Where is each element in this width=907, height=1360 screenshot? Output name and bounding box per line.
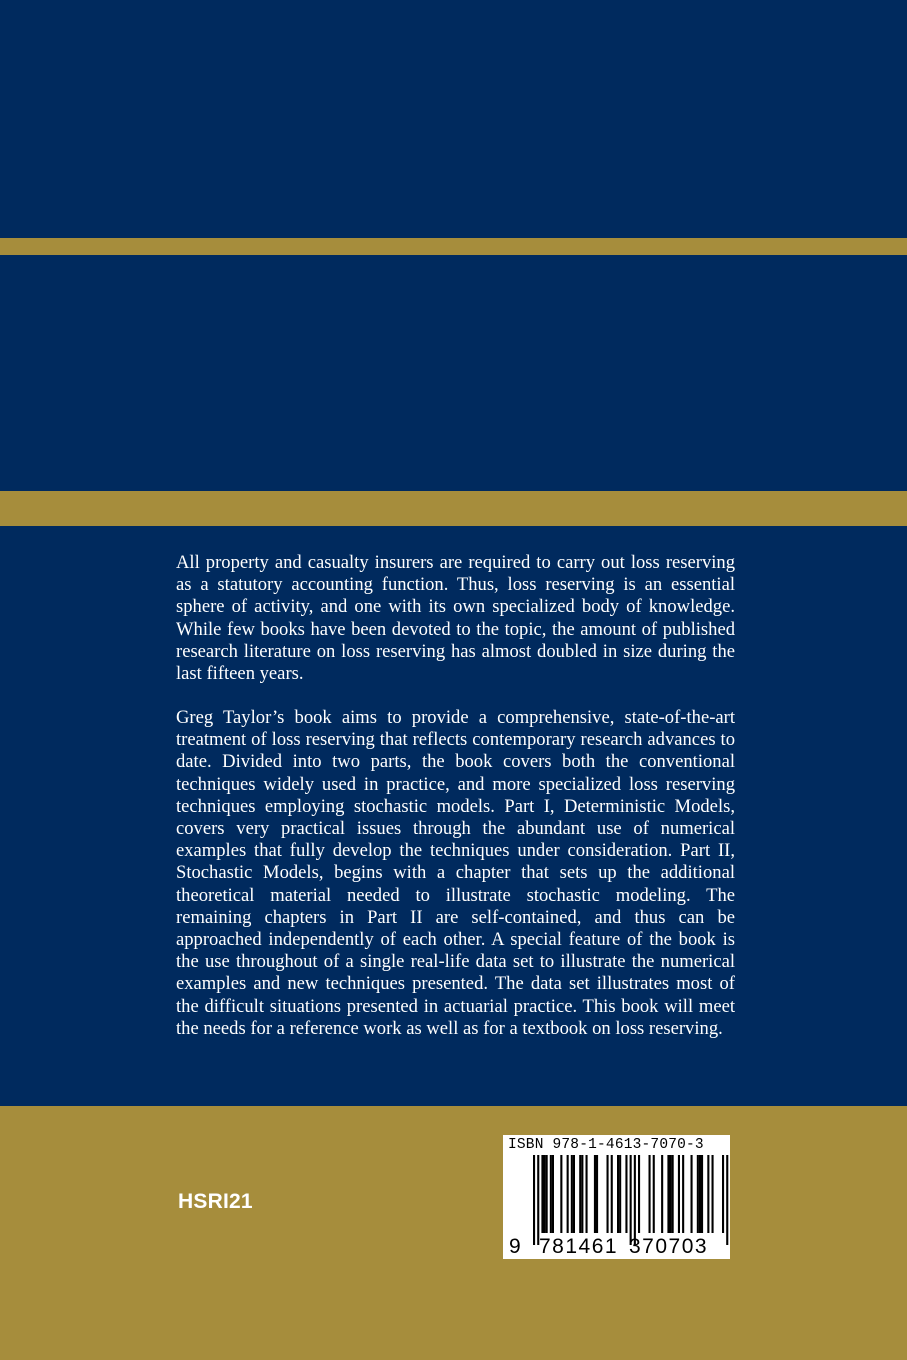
barcode-bar [726, 1155, 728, 1245]
isbn-label: ISBN 978-1-4613-7070-3 [508, 1137, 704, 1153]
barcode-bar [634, 1155, 636, 1245]
barcode-bar [533, 1155, 535, 1245]
gold-stripe-upper [0, 238, 907, 255]
barcode-bar [649, 1155, 651, 1233]
barcode-bar [594, 1155, 596, 1233]
barcode-right-digits: 370703 [629, 1235, 709, 1258]
description-paragraph-2: Greg Taylor’s book aims to provide a comprehensive, state-of-the-art treatment of loss reserving that reflects contemporary research advances to date. Divided into two parts, the book covers both the conventional techniques widely used in practice, and more specialized loss reserving techniques employing stochastic models. Part I, Deterministic Models, covers very practical issues through the abundant use of numerical examples that fully develop the techniques under consideration. Part II, Stochastic Models, begins with a chapter that sets up the additional theoretical material needed to illustrate stochastic modeling. The remaining chapters in Part II are self-contained, and thus can be approached independently of each other. A special feature of the book is the use throughout of a single real-life data set to illustrate the numerical examples and new techniques presented. The data set illustrates most of the difficult situations presented in actuarial practice. This book will meet the needs for a reference work as well as for a textbook on loss reserving. [176, 707, 735, 1039]
barcode-bar [581, 1155, 583, 1233]
barcode-bar [537, 1155, 539, 1245]
isbn-barcode [503, 1135, 730, 1259]
barcode-bar [550, 1155, 552, 1233]
barcode-bar [653, 1155, 655, 1233]
bottom-gold-panel [0, 1106, 907, 1360]
barcode-bar [586, 1155, 588, 1233]
barcode-bar [722, 1155, 724, 1233]
barcode-bar [596, 1155, 598, 1233]
barcode-bar [546, 1155, 548, 1233]
barcode-bar [707, 1155, 709, 1233]
barcode-bar [678, 1155, 680, 1233]
barcode-bar [638, 1155, 640, 1233]
barcode-bar [544, 1155, 546, 1233]
barcode-bar [617, 1155, 619, 1233]
top-navy-panel [0, 0, 907, 238]
barcode-bar [712, 1155, 714, 1233]
barcode-bar [573, 1155, 575, 1233]
barcode-bar [691, 1155, 693, 1233]
barcode-bar [697, 1155, 699, 1233]
barcode-bar [552, 1155, 554, 1233]
barcode-bar [579, 1155, 581, 1233]
barcode-first-digit: 9 [509, 1235, 521, 1258]
gold-stripe-lower [0, 491, 907, 526]
barcode-bar [661, 1155, 663, 1233]
barcode-bar [630, 1155, 632, 1245]
barcode-bar [699, 1155, 701, 1233]
barcode-bar [571, 1155, 573, 1233]
barcode-bar [607, 1155, 609, 1233]
series-code: HSRI21 [178, 1190, 253, 1213]
barcode-bar [611, 1155, 613, 1233]
barcode-bar [567, 1155, 569, 1233]
barcode-bar [625, 1155, 627, 1233]
barcode-bar [682, 1155, 684, 1233]
barcode-bar [619, 1155, 621, 1233]
barcode-left-digits: 781461 [539, 1235, 619, 1258]
barcode-bar [667, 1155, 669, 1233]
barcode-bar [541, 1155, 543, 1233]
barcode-bar [701, 1155, 703, 1233]
barcode-bar [560, 1155, 562, 1233]
middle-navy-panel [0, 255, 907, 491]
barcode-bar [670, 1155, 672, 1233]
description-paragraph-1: All property and casualty insurers are required to carry out loss reserving as a statutory accounting function. Thus, loss reserving is an essential sphere of activity, and one with its own specialized body of knowledge. While few books have been devoted to the topic, the amount of published research literature on loss reserving has almost doubled in size during the last fifteen years. [176, 552, 735, 685]
barcode-bar [672, 1155, 674, 1233]
